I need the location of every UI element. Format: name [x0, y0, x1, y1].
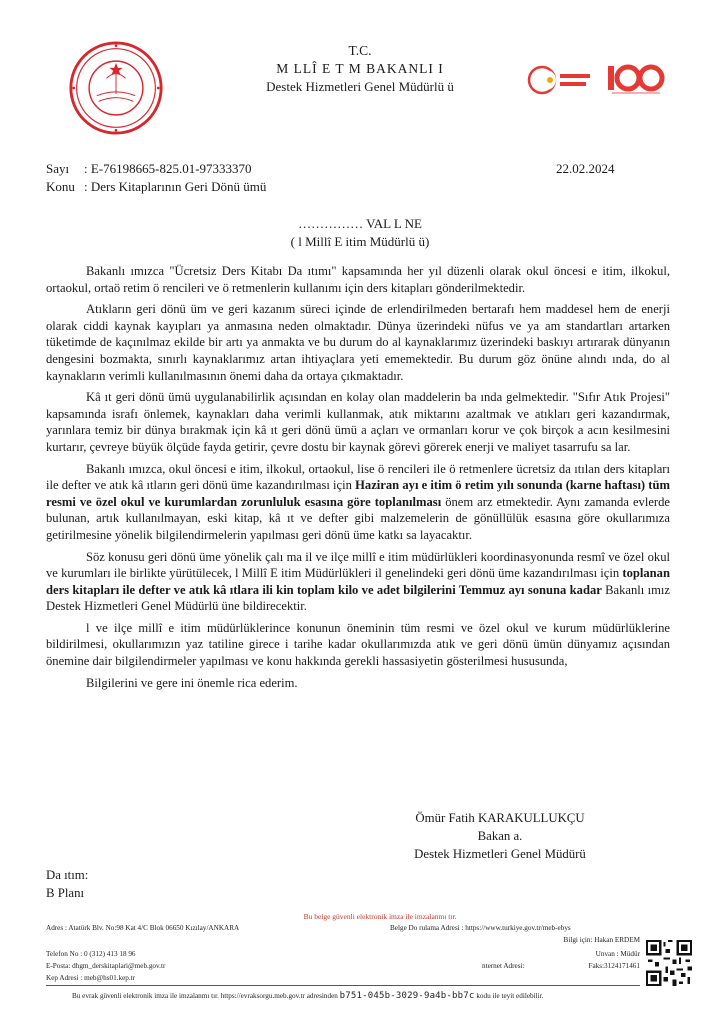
footer-website-label: nternet Adresi: [482, 962, 525, 970]
paragraph-2: Atıkların geri dönü üm ve geri kazanım süreci içinde de erlendirilmeden bertarafı hem maddesel hem de enerji olarak ciddi kaynak kayıpları ya anmasına neden olmaktadır. Dünya üzerindeki nüfus ve ya am standartları artarken tüketimde de kaçınılmaz ekilde bir artı ya anmakta ve bu durum do al kaynaklarımız üzerindeki baskıyı artırarak dünyanın dengesini bozmakta, sınırlı kaynaklarımız artan ihtiyaçlara yeti ememektedir. Bu durum göz önüne alındı ında, do al kaynakların verimli kullanılmasının önemi daha da ortaya çıkmaktadır. [46, 302, 670, 383]
paragraph-4-a: Bakanlı ımızca, okul öncesi e itim, ilkokul, ortaokul, lise ö rencileri ile ö retmenlere ücretsiz da ıtılan ders kitapları ile defter ve atık kâ ıtların geri dönü üme kazandırılması için [46, 461, 670, 493]
sayi-value: : E-76198665-825.01-97333370 [84, 161, 252, 176]
document-check-post: kodu ile teyit edilebilir. [476, 992, 544, 1000]
paragraph-4-bold: Haziran ayı e itim ö retim yılı sonunda (karne haftası) tüm resmi ve özel okul ve kurumlardan zorunluluk esasına göre toplanılması [46, 478, 670, 509]
signatory-name: Ömür Fatih KARAKULLUKÇU [415, 811, 585, 825]
paragraph-closing: Bilgilerini ve gere ini önemle rica ederim. [86, 675, 298, 690]
footer-fax: Faks:3124171461 [588, 962, 640, 970]
qr-code-icon [646, 940, 692, 986]
footer-title: Unvan : Müdür [595, 950, 640, 958]
paragraph-4-c: önem arz etmektedir. Aynı zamanda evlerde bulunan, artık kullanılmayan, eski kitap, kâ ıt ve defter gibi malzemelerin de gönüllülük esasına göre okullarımıza getirilmesine yönelik bilgilendirmelerin yapılması geri dönü üme katkı sa layacaktır. [46, 494, 671, 542]
addressee-line2: ( l Millî E itim Müdürlü ü) [290, 234, 430, 249]
header-tc: T.C. [348, 43, 372, 58]
konu-label: Konu [46, 179, 75, 194]
footer-email[interactable]: E-Posta: dhgm_derskitaplari@meb.gov.tr [46, 962, 166, 970]
footer-kep: Kep Adresi : meb@hs01.kep.tr [46, 974, 136, 982]
paragraph-5-c: Bakanlı ımız Destek Hizmetleri Genel Müdürlü üne bildirecektir. [46, 582, 670, 614]
paragraph-4 [46, 461, 670, 544]
distribution-label: Da ıtım: [46, 868, 89, 882]
paragraph-5-bold: toplanan ders kitapları ile defter ve atık kâ ıtlara ili kin toplam kilo ve adet bilgilerini Temmuz ayı sonuna kadar [46, 566, 670, 597]
distribution-value: B Planı [46, 886, 85, 900]
footer-contact-person: Bilgi için: Hakan ERDEM [563, 936, 640, 944]
document-check-code: b751-045b-3029-9a4b-bb7c [339, 991, 475, 1001]
meb-seal-icon [68, 40, 164, 136]
e-signature-warning: Bu belge güvenli elektronik imza ile imzalanmı tır. [303, 912, 457, 921]
signatory-title: Bakan a. [477, 829, 523, 843]
footer-document-check [72, 992, 543, 1001]
signatory-org: Destek Hizmetleri Genel Müdürü [414, 847, 586, 861]
footer-divider [46, 985, 640, 986]
paragraph-6: l ve ilçe millî e itim müdürlüklerince konunun öneminin tüm resmi ve özel okul ve kurum müdürlüklerine bildirilmesi, okullarımızın yaz tatiline girece i tarihe kadar okullarımızda atık ve geri dönü ümün dünyamız açısından önemine dair bilgilendirmeler yapılması ve konu hakkında gerekli hassasiyetin gösterilmesi hususunda, [46, 620, 670, 669]
header-directorate: Destek Hizmetleri Genel Müdürlü ü [266, 79, 454, 94]
header-ministry: M LLÎ E T M BAKANLI I [276, 61, 444, 76]
letter-body [46, 263, 670, 696]
turkiye-yuzyili-logo [526, 62, 594, 98]
konu-value: : Ders Kitaplarının Geri Dönü ümü [84, 179, 267, 194]
paragraph-3: Kâ ıt geri dönü ümü uygulanabilirlik açısından en kolay olan maddelerin ba ında gelmektedir. "Sıfır Atık Projesi" kapsamında israfı önlemek, kaynakları daha verimli kullanmak, atık miktarını azaltmak ve atıkları geri kazandırmak, yarınlara temiz bir dünya bırakmak için kâ ıt geri dönü ümü a açları ve ormanları korur ve çok birçok a acın kesilmesini kurtarır, çevreye büyük ölçüde fayda getirir, çevre dostu bir kaynak görevi görerek enerji ve maliyet tasarrufu sa lar. [46, 390, 670, 454]
footer-address: Adres : Atatürk Blv. No:98 Kat 4/C Blok 06650 Kızılay/ANKARA [46, 924, 240, 932]
paragraph-1: Bakanlı ımızca "Ücretsiz Ders Kitabı Da ıtımı" kapsamında her yıl düzenli olarak okul öncesi e itim, ilkokul, ortaokul, ortaö retim ö rencileri ve ö retmenlerin kullanımı için ders kitapları gönderilmektedir. [46, 264, 670, 295]
footer-verification-url[interactable]: Belge Do rulama Adresi : https://www.turkiye.gov.tr/meb-ebys [390, 924, 571, 932]
document-check-pre: Bu evrak güvenli elektronik imza ile imzalanmı tır. https://evraksorgu.meb.gov.tr adresinden [72, 992, 338, 1000]
100-years-logo [604, 58, 668, 98]
paragraph-5 [46, 549, 670, 615]
paragraph-5-a: Söz konusu geri dönü üme yönelik çalı ma il ve ilçe millî e itim müdürlükleri koordinasyonunda resmî ve özel okul ve kurumları ile birlikte yürütülecek, l Millî E itim Müdürlükleri il genelindeki geri dönü üme kazandırılması için [46, 549, 670, 581]
addressee-line1: …………… VAL L NE [298, 216, 422, 231]
sayi-label: Sayı [46, 161, 70, 176]
document-date: 22.02.2024 [556, 161, 615, 176]
footer-phone: Telefon No : 0 (312) 413 18 96 [46, 950, 136, 958]
